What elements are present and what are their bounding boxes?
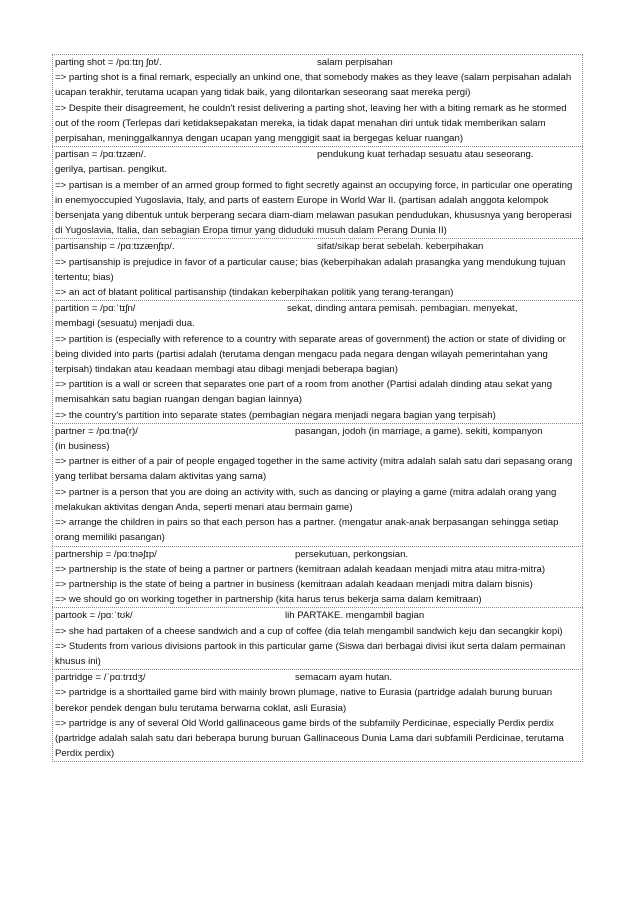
entry-definition-line: => Students from various divisions partook in this particular game (Siswa dari berbagai divisi ikut serta dalam permainan khusus ini) (55, 640, 566, 667)
entry-gloss: sifat/sikap berat sebelah. keberpihakan (317, 241, 484, 253)
entry-definition-line: => parting shot is a final remark, especially an unkind one, that somebody makes as they leave (salam perpisahan adalah ucapan terakhir, terutama ucapan yang tidak baik, yang dilontarkan seseorang saat mereka pergi) (55, 72, 572, 99)
dictionary-page (52, 54, 583, 762)
entry-definition-line: => partnership is the state of being a partner in business (kemitraan adalah keadaan menjadi mitra dalam bisnis) (55, 578, 533, 590)
entry-headword-line (55, 147, 580, 162)
entry-headword-line (55, 547, 580, 562)
entry-definition-line: => partridge is a shorttailed game bird with mainly brown plumage, native to Eurasia (partridge adalah burung buruan berekor pendek dengan bulu terutama berwarna coklat, asli Eurasia) (55, 687, 553, 714)
entry-headword-line (55, 239, 580, 254)
dictionary-entry (52, 669, 583, 762)
entry-headword-line (55, 670, 580, 685)
entry-definition-line: (in business) (55, 441, 110, 453)
entry-definition-line: => partridge is any of several Old World gallinaceous game birds of the subfamily Perdicinae, especially Perdix perdix (partridge adalah salah satu dari beberapa burung buruan Gallinaceous Dunia Lama dari subfamili Perdicinae, terutama Perdix perdix) (55, 717, 564, 760)
entry-headword-line (55, 608, 580, 623)
entry-gloss: semacam ayam hutan. (295, 672, 393, 684)
entry-definition-line: => partner is a person that you are doing an activity with, such as dancing or playing a game (mitra adalah orang yang melakukan aktivitas dengan Anda, seperti menari atau bermain game) (55, 486, 557, 513)
entry-headword-line (55, 55, 580, 70)
entry-gloss: sekat, dinding antara pemisah. pembagian. menyekat, (287, 303, 518, 315)
entry-definition-line: => partner is either of a pair of people engaged together in the same activity (mitra adalah salah satu dari sepasang orang yang terlibat bersama dalam aktivitas yang sama) (55, 456, 573, 483)
dictionary-entry (52, 423, 583, 546)
dictionary-entry (52, 546, 583, 608)
dictionary-entry (52, 607, 583, 669)
dictionary-entry (52, 54, 583, 146)
entry-definition-line: => the country's partition into separate states (pembagian negara menjadi negara bagian yang terpisah) (55, 409, 496, 421)
dictionary-entry (52, 238, 583, 300)
entry-gloss: pasangan, jodoh (in marriage, a game). sekiti, kompanyon (295, 425, 543, 437)
entry-term: partner = /pɑːtnə(r)/ (55, 425, 138, 437)
entry-term: partition = /pɑːˈtɪʃn/ (55, 303, 136, 315)
entry-definition-line: => Despite their disagreement, he couldn't resist delivering a parting shot, leaving her with a biting remark as he stormed out of the room (Terlepas dari ketidaksepakatan mereka, ia tidak dapat menahan diri untuk tidak memberikan salam perpisahan, meninggalkannya dengan ucapan yang menggigit saat ia bergegas keluar ruangan) (55, 102, 567, 145)
entry-definition-line: => partisanship is prejudice in favor of a particular cause; bias (keberpihakan adalah prasangka yang mendukung tujuan tertentu; bias) (55, 256, 566, 283)
entry-definition-line: => partition is a wall or screen that separates one part of a room from another (Partisi adalah dinding atau sekat yang memisahkan satu bagian ruangan dengan bagian lainnya) (55, 379, 553, 406)
dictionary-entry (52, 300, 583, 423)
entry-headword-line (55, 301, 580, 316)
entry-definition-line: => we should go on working together in partnership (kita harus terus bekerja sama dalam kemitraan) (55, 594, 482, 606)
entry-definition-line: membagi (sesuatu) menjadi dua. (55, 318, 195, 330)
entry-gloss: lih PARTAKE. mengambil bagian (285, 610, 425, 622)
entry-definition-line: => partisan is a member of an armed group formed to fight secretly against an occupying force, in particular one operating in enemyoccupied Yugoslavia, Italy, and parts of eastern Europe in World War II. (partisan adalah anggota kelompok bersenjata yang dibentuk untuk berperang secara diam-diam melawan pasukan pendudukan, khususnya yang beroperasi di Yugoslavia, Italia, dan sebagian Eropa timur yang diduduki musuh dalam Perang Dunia II) (55, 179, 573, 237)
entry-definition-line: => she had partaken of a cheese sandwich and a cup of coffee (dia telah mengambil sandwich keju dan secangkir kopi) (55, 625, 563, 637)
entry-term: parting shot = /pɑːtɪŋ ʃɒt/. (55, 57, 162, 68)
entry-gloss: salam perpisahan (317, 57, 393, 68)
entry-gloss: persekutuan, perkongsian. (295, 548, 409, 560)
entry-definition-line: => partnership is the state of being a partner or partners (kemitraan adalah keadaan menjadi mitra atau mitra-mitra) (55, 563, 546, 575)
entry-definition-line: => partition is (especially with reference to a country with separate areas of government) the action or state of dividing or being divided into parts (partisi adalah (terutama dengan mengacu pada negara dengan wilayah pemerintahan yang terpisah) tindakan atau keadaan membagi atau dibagi menjadi beberapa bagian) (55, 333, 566, 376)
entry-term: partisan = /pɑːtɪzæn/. (55, 149, 147, 161)
dictionary-entry (52, 146, 583, 238)
entry-term: partridge = /ˈpɑːtrɪdʒ/ (55, 672, 146, 684)
entry-definition-line: => arrange the children in pairs so that each person has a partner. (mengatur anak-anak berpasangan sehingga setiap orang memiliki pasangan) (55, 517, 559, 544)
entry-term: partisanship = /pɑːtɪzænʃɪp/. (55, 241, 175, 253)
entry-term: partook = /pɑːˈtʊk/ (55, 610, 133, 622)
entry-definition-line: => an act of blatant political partisanship (tindakan keberpihakan politik yang terang-terangan) (55, 287, 454, 299)
entry-definition-line: gerilya, partisan. pengikut. (55, 164, 167, 176)
entry-term: partnership = /pɑːtnəʃɪp/ (55, 548, 157, 560)
entry-headword-line (55, 424, 580, 439)
entry-gloss: pendukung kuat terhadap sesuatu atau seseorang. (317, 149, 534, 161)
